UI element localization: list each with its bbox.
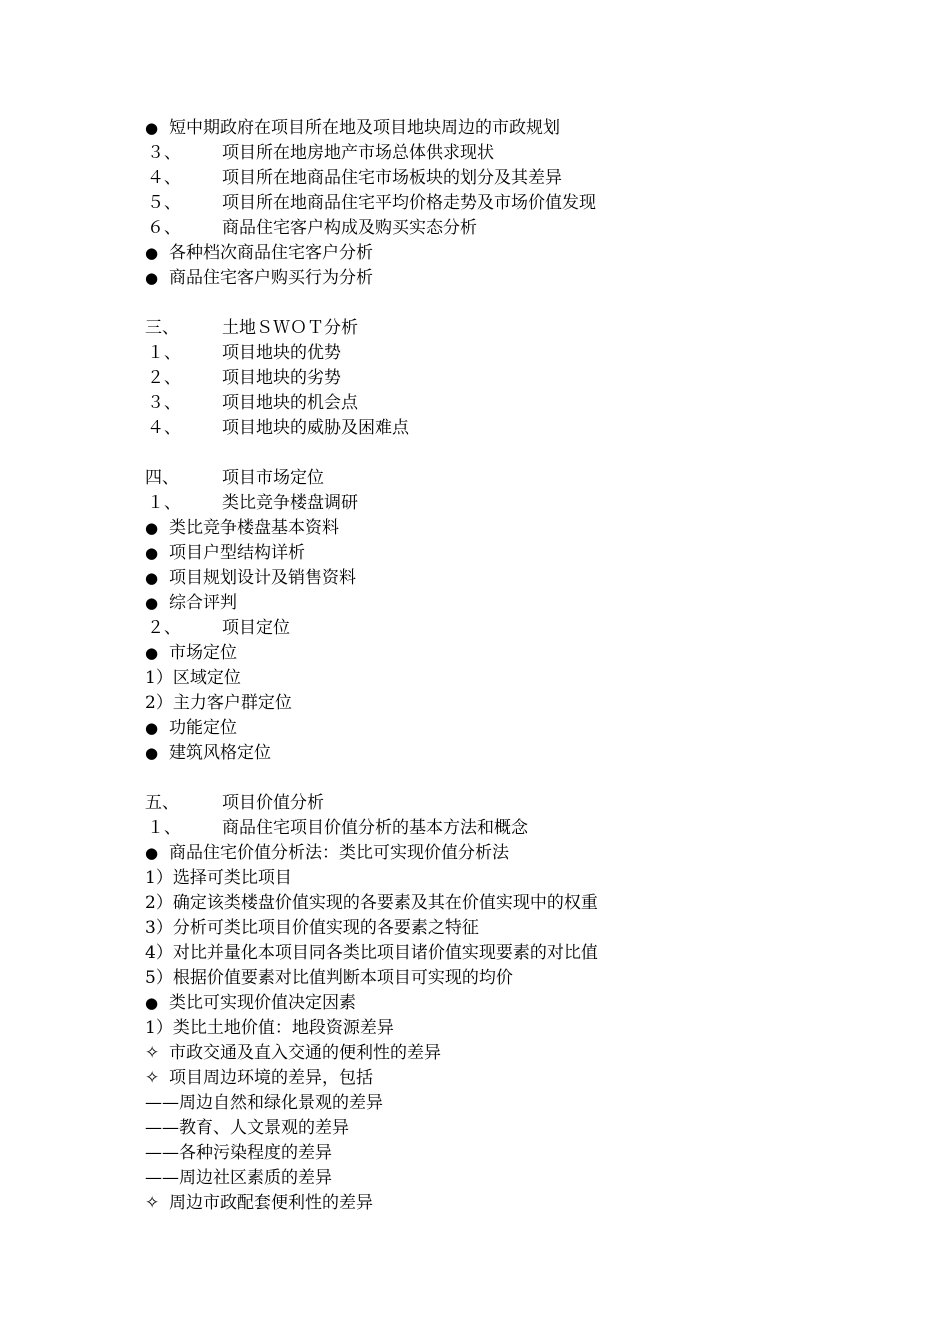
bullet-dot-icon	[145, 841, 169, 866]
line-text: 各种档次商品住宅客户分析	[169, 243, 373, 263]
line-text: 2）主力客户群定位	[145, 693, 292, 713]
section-heading	[145, 316, 845, 341]
line-text: 1）类比土地价值：地段资源差异	[145, 1018, 394, 1038]
line-text: 短中期政府在项目所在地及项目地块周边的市政规划	[169, 118, 560, 138]
numbered-item	[145, 216, 845, 241]
document-body	[145, 116, 845, 1216]
line-text: 建筑风格定位	[169, 743, 271, 763]
line-text: 商品住宅价值分析法：类比可实现价值分析法	[169, 843, 509, 863]
numbered-item	[145, 416, 845, 441]
bullet-dot-icon	[145, 991, 169, 1016]
line-text: 项目周边环境的差异，包括	[169, 1068, 373, 1088]
line-text: 周边市政配套便利性的差异	[169, 1193, 373, 1213]
line-text: 项目定位	[222, 618, 290, 638]
text-line	[145, 666, 845, 691]
item-number: １、	[147, 343, 181, 363]
text-line	[145, 1116, 845, 1141]
item-number: １、	[147, 818, 181, 838]
text-line	[145, 1166, 845, 1191]
line-text: 项目所在地商品住宅平均价格走势及市场价值发现	[222, 193, 596, 213]
line-text: 1）区域定位	[145, 668, 241, 688]
text-line	[145, 916, 845, 941]
item-number: ３、	[147, 393, 181, 413]
line-text: 类比可实现价值决定因素	[169, 993, 356, 1013]
bullet-item	[145, 116, 845, 141]
item-number: 三、	[145, 318, 179, 338]
numbered-item	[145, 366, 845, 391]
numbered-item	[145, 816, 845, 841]
numbered-item	[145, 391, 845, 416]
bullet-dot-icon	[145, 241, 169, 266]
diamond-star-icon	[145, 1066, 169, 1091]
line-text: 类比竞争楼盘基本资料	[169, 518, 339, 538]
line-text: 1）选择可类比项目	[145, 868, 292, 888]
text-line	[145, 966, 845, 991]
item-number: 五、	[145, 793, 179, 813]
line-text: 2）确定该类楼盘价值实现的各要素及其在价值实现中的权重	[145, 893, 598, 913]
bullet-dot-icon	[145, 516, 169, 541]
bullet-dot-icon	[145, 116, 169, 141]
bullet-dot-icon	[145, 716, 169, 741]
line-text: 5）根据价值要素对比值判断本项目可实现的均价	[145, 968, 513, 988]
diamond-bullet-item	[145, 1041, 845, 1066]
line-text: 商品住宅客户购买行为分析	[169, 268, 373, 288]
line-text: 市政交通及直入交通的便利性的差异	[169, 1043, 441, 1063]
text-line	[145, 691, 845, 716]
line-text: 项目市场定位	[222, 468, 324, 488]
line-text: 项目所在地商品住宅市场板块的划分及其差异	[222, 168, 562, 188]
text-line	[145, 1141, 845, 1166]
line-text: 项目地块的威胁及困难点	[222, 418, 409, 438]
bullet-item	[145, 741, 845, 766]
numbered-item	[145, 616, 845, 641]
diamond-bullet-item	[145, 1066, 845, 1091]
bullet-item	[145, 266, 845, 291]
item-number: ３、	[147, 143, 181, 163]
item-number: ４、	[147, 418, 181, 438]
bullet-item	[145, 591, 845, 616]
bullet-dot-icon	[145, 641, 169, 666]
bullet-item	[145, 641, 845, 666]
section-heading	[145, 791, 845, 816]
line-text: 项目地块的机会点	[222, 393, 358, 413]
bullet-item	[145, 566, 845, 591]
item-number: ２、	[147, 368, 181, 388]
line-text: 市场定位	[169, 643, 237, 663]
bullet-item	[145, 516, 845, 541]
bullet-dot-icon	[145, 266, 169, 291]
line-text: ——教育、人文景观的差异	[145, 1118, 349, 1138]
numbered-item	[145, 491, 845, 516]
item-number: ２、	[147, 618, 181, 638]
text-line	[145, 941, 845, 966]
section-heading	[145, 466, 845, 491]
item-number: ４、	[147, 168, 181, 188]
bullet-item	[145, 841, 845, 866]
line-text: ——周边自然和绿化景观的差异	[145, 1093, 383, 1113]
line-text: 商品住宅客户构成及购买实态分析	[222, 218, 477, 238]
line-text: 综合评判	[169, 593, 237, 613]
bullet-item	[145, 241, 845, 266]
diamond-bullet-item	[145, 1191, 845, 1216]
line-text: ——周边社区素质的差异	[145, 1168, 332, 1188]
text-line	[145, 866, 845, 891]
bullet-dot-icon	[145, 566, 169, 591]
line-text: 类比竞争楼盘调研	[222, 493, 358, 513]
paragraph-gap	[145, 441, 845, 466]
paragraph-gap	[145, 766, 845, 791]
line-text: 项目规划设计及销售资料	[169, 568, 356, 588]
line-text: 3）分析可类比项目价值实现的各要素之特征	[145, 918, 479, 938]
line-text: 功能定位	[169, 718, 237, 738]
text-line	[145, 891, 845, 916]
paragraph-gap	[145, 291, 845, 316]
line-text: 项目价值分析	[222, 793, 324, 813]
bullet-item	[145, 991, 845, 1016]
numbered-item	[145, 341, 845, 366]
diamond-star-icon	[145, 1191, 169, 1216]
line-text: 土地ＳＷＯＴ分析	[222, 318, 358, 338]
line-text: 项目户型结构详析	[169, 543, 305, 563]
text-line	[145, 1016, 845, 1041]
line-text: 4）对比并量化本项目同各类比项目诸价值实现要素的对比值	[145, 943, 598, 963]
item-number: 四、	[145, 468, 179, 488]
line-text: ——各种污染程度的差异	[145, 1143, 332, 1163]
text-line	[145, 1091, 845, 1116]
bullet-dot-icon	[145, 591, 169, 616]
line-text: 项目地块的劣势	[222, 368, 341, 388]
bullet-item	[145, 716, 845, 741]
bullet-dot-icon	[145, 541, 169, 566]
item-number: １、	[147, 493, 181, 513]
numbered-item	[145, 191, 845, 216]
line-text: 项目所在地房地产市场总体供求现状	[222, 143, 494, 163]
bullet-dot-icon	[145, 741, 169, 766]
item-number: ５、	[147, 193, 181, 213]
bullet-item	[145, 541, 845, 566]
line-text: 项目地块的优势	[222, 343, 341, 363]
numbered-item	[145, 166, 845, 191]
item-number: ６、	[147, 218, 181, 238]
diamond-star-icon	[145, 1041, 169, 1066]
line-text: 商品住宅项目价值分析的基本方法和概念	[222, 818, 528, 838]
numbered-item	[145, 141, 845, 166]
